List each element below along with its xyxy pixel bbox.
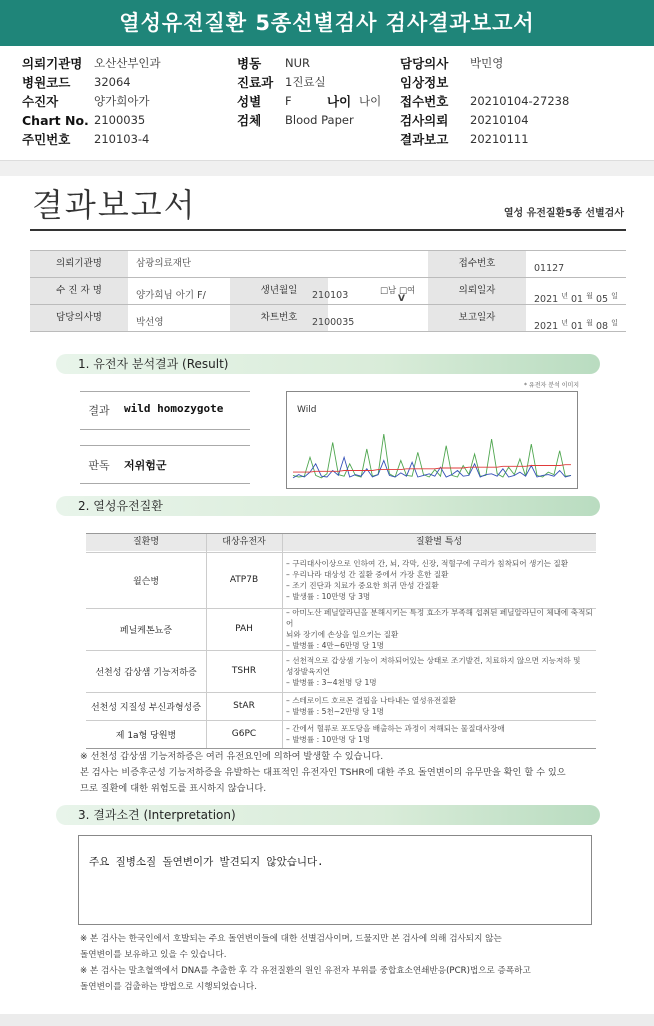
result-rule	[80, 483, 250, 484]
table-divider	[206, 534, 207, 748]
note-line: 돌연변이를 보유하고 있을 수 있습니다.	[80, 950, 227, 960]
result-rule	[80, 445, 250, 446]
rep-date-label: 보고일자	[428, 305, 526, 331]
feature-line: 뇌와 장기에 손상을 일으키는 질환	[286, 630, 399, 639]
info-value: 2100035	[94, 113, 146, 127]
info-label: 병원코드	[22, 75, 71, 90]
info-label: 담당의사	[400, 56, 449, 71]
unit-year: 년	[561, 292, 568, 300]
info-label: 검사의뢰	[400, 113, 449, 128]
info-label: 진료과	[237, 75, 274, 90]
chart-label: Wild	[297, 405, 317, 415]
feature-line: – 아미노산 페닐알라닌을 분해시키는 특정 효소가 부족해 섭취된 페닐알라닌이 체내에 축적되어	[286, 608, 593, 628]
feature-line: – 발병률 : 4만~6만명 당 1명	[286, 641, 384, 650]
result-rule	[80, 391, 250, 392]
sex-check-mark: V	[398, 294, 405, 304]
chart-no-value: 2100035	[312, 317, 355, 328]
result-value: wild homozygote	[124, 402, 224, 415]
doc-label: 담당의사명	[30, 305, 128, 331]
disease-name: 제 1a형 당원병	[115, 730, 177, 741]
req-day: 05	[595, 294, 609, 306]
feature-line: – 발병률 : 10만명 당 1명	[286, 735, 371, 744]
unit-month: 월	[586, 292, 593, 300]
chart-series-line-1	[293, 457, 571, 478]
report-subtitle: 열성 유전질환5종 선별검사	[503, 208, 624, 219]
note-line: 므로 질환에 대한 위험도를 표시하지 않습니다.	[80, 783, 267, 794]
footer-notes	[80, 931, 610, 995]
disease-features	[282, 692, 598, 720]
req-month: 01	[571, 294, 584, 306]
section-separator	[0, 160, 654, 176]
info-label: 의뢰기관명	[22, 56, 83, 71]
title-rule	[30, 229, 626, 231]
info-value: Blood Paper	[285, 113, 354, 127]
info-value: 오산산부인과	[94, 56, 161, 70]
disease-gene: ATP7B	[229, 575, 259, 585]
disease-name: 윌슨병	[132, 576, 160, 587]
info-value: 1진료실	[285, 75, 326, 89]
header-gene: 대상유전자	[206, 534, 282, 551]
disease-name: 선천성 갑상샘 기능저하증	[95, 667, 197, 678]
judgement-value: 저위험군	[124, 459, 167, 472]
feature-line: 성장발육지연	[286, 666, 331, 676]
feature-line: – 간에서 혈류로 포도당을 배출하는 과정이 저해되는 물질대사장애	[286, 724, 505, 733]
feature-line: – 스테로이드 호르몬 결핍을 나타내는 열성유전질환	[286, 696, 456, 705]
feature-line: – 우리나라 대상성 간 질환 중에서 가장 흔한 질환	[286, 570, 449, 579]
note-thyroid	[80, 749, 600, 797]
name-label: 수 진 자 명	[30, 278, 128, 304]
info-value: 20210104	[470, 113, 529, 127]
req-date-value	[528, 283, 628, 309]
section-result-header: 1. 유전자 분석결과 (Result)	[56, 354, 600, 374]
recv-label: 접수번호	[428, 251, 526, 277]
note-line: ※ 본 검사는 말초혈액에서 DNA를 추출한 후 각 유전질환의 원인 유전자 부위를 중합효소연쇄반응(PCR)법으로 증폭하고	[80, 966, 531, 976]
disease-features	[282, 608, 598, 650]
inst-label: 의뢰기관명	[30, 251, 128, 277]
info-label: 나이	[327, 94, 352, 109]
genotype-chart	[286, 391, 578, 489]
feature-line: – 구리대사이상으로 인하여 간, 뇌, 각막, 신장, 적혈구에 구리가 침착되어 생기는 질환	[286, 559, 569, 568]
report-header-title: 열성유전질환 5종선별검사 검사결과보고서	[0, 0, 654, 46]
disease-features	[282, 720, 598, 748]
chart-svg	[287, 392, 577, 488]
info-value: 210103-4	[94, 132, 150, 146]
header-disease: 질환명	[86, 534, 206, 551]
info-label: 주민번호	[22, 132, 71, 147]
name-value: 양가희님 아기 F/	[136, 290, 206, 301]
chart-note: * 유전자 분석 이미지	[524, 382, 580, 389]
sex-checkbox: □남 □여	[380, 286, 416, 296]
info-value: 20210111	[470, 132, 529, 146]
chart-no-label: 차트번호	[230, 305, 328, 331]
bottom-band	[0, 1014, 654, 1026]
info-value: 20210104-27238	[470, 94, 570, 108]
dob-label: 생년월일	[230, 278, 328, 304]
feature-line: – 선천적으로 갑상샘 기능이 저하되어있는 상태로 조기발견, 치료하지 않으면 지능저하 및	[286, 655, 581, 665]
info-label: 접수번호	[400, 94, 449, 109]
feature-line: – 조기 진단과 치료가 중요한 희귀 만성 간질환	[286, 581, 439, 590]
info-value: F	[285, 94, 292, 108]
dob-value: 210103	[312, 290, 349, 301]
rep-date-value	[528, 310, 628, 336]
req-year: 2021	[534, 294, 559, 306]
note-line: ※ 본 검사는 한국인에서 호발되는 주요 돌연변이들에 대한 선별검사이며, 드물지만 본 검사에 의해 검사되지 않는	[80, 934, 502, 944]
unit-day: 일	[611, 292, 618, 300]
feature-line: – 발병률 : 3~4천명 당 1명	[286, 677, 377, 687]
disease-gene: PAH	[235, 624, 253, 634]
info-label: 수진자	[22, 94, 59, 109]
interpretation-box	[78, 835, 592, 925]
info-value: 32064	[94, 75, 131, 89]
report-title: 결과보고서	[32, 186, 197, 224]
feature-line: – 발병률 : 5천~2만명 당 1명	[286, 707, 384, 716]
unit-month: 월	[586, 319, 593, 327]
header-features: 질환별 특성	[282, 534, 596, 551]
result-key: 결과	[88, 404, 110, 417]
req-date-label: 의뢰일자	[428, 278, 526, 304]
rep-month: 01	[571, 321, 584, 333]
note-line: 본 검사는 비증후군성 기능저하증을 유발하는 대표적인 유전자인 TSHR에 대한 주요 돌연변이의 유무만을 확인 할 수 있으	[80, 767, 566, 778]
info-value: 박민영	[470, 56, 504, 70]
result-rule	[80, 429, 250, 430]
disease-features	[282, 650, 598, 692]
info-label: 임상정보	[400, 75, 449, 90]
info-label: 결과보고	[400, 132, 449, 147]
rep-year: 2021	[534, 321, 559, 333]
inst-value: 삼광의료재단	[136, 258, 192, 269]
disease-gene: TSHR	[231, 666, 257, 676]
disease-name: 페닐케톤뇨증	[119, 625, 173, 636]
judgement-key: 판독	[88, 459, 110, 472]
unit-year: 년	[561, 319, 568, 327]
interpretation-text: 주요 질병소질 돌연변이가 발견되지 않았습니다.	[89, 856, 324, 868]
disease-gene: G6PC	[231, 729, 257, 739]
info-value: 양가희아가	[94, 94, 150, 108]
section-interpretation-header: 3. 결과소견 (Interpretation)	[56, 805, 600, 825]
info-label: Chart No.	[22, 113, 89, 128]
disease-gene: StAR	[233, 701, 255, 711]
disease-table	[86, 533, 596, 747]
rep-day: 08	[595, 321, 609, 333]
table-divider	[282, 534, 283, 748]
info-label: 성별	[237, 94, 262, 109]
doc-value: 박선영	[136, 317, 164, 328]
unit-day: 일	[611, 319, 618, 327]
disease-name: 선천성 지질성 부신과형성증	[90, 702, 202, 713]
feature-line: – 발생률 : 10만명 당 3명	[286, 592, 371, 601]
note-line: 돌연변이를 검출하는 방법으로 시행되었습니다.	[80, 982, 257, 992]
info-label: 검체	[237, 113, 262, 128]
info-value: 나이	[359, 94, 382, 108]
note-line: ※ 선천성 갑상샘 기능저하증은 여러 유전요인에 의하여 발생할 수 있습니다.	[80, 751, 384, 762]
info-value: NUR	[285, 56, 311, 70]
info-label: 병동	[237, 56, 262, 71]
disease-features	[282, 552, 598, 608]
recv-value: 01127	[534, 263, 565, 274]
section-disease-header: 2. 열성유전질환	[56, 496, 600, 516]
